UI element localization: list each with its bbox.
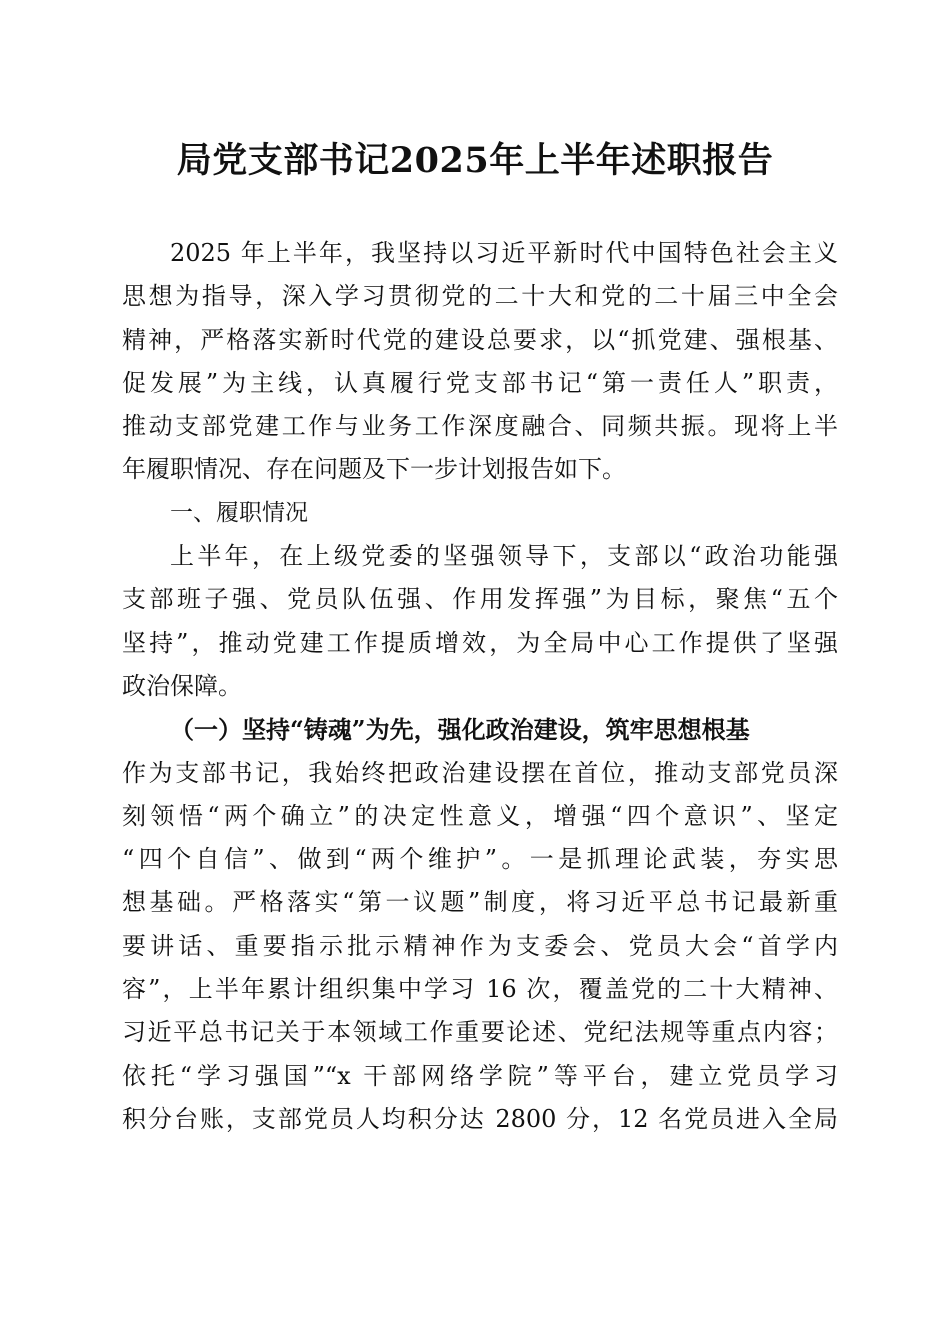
paragraph-line: 精神，严格落实新时代党的建设总要求，以“抓党建、强根基、 xyxy=(122,325,838,354)
section-heading: 一、履职情况 xyxy=(170,499,308,526)
paragraph-line: 要讲话、重要指示批示精神作为支委会、党员大会“首学内 xyxy=(122,931,838,960)
paragraph-line: 作为支部书记，我始终把政治建设摆在首位，推动支部党员深 xyxy=(122,758,838,787)
paragraph-line: 年履职情况、存在问题及下一步计划报告如下。 xyxy=(122,455,626,484)
document-body xyxy=(122,232,838,1141)
paragraph-line: 刻领悟“两个确立”的决定性意义，增强“四个意识”、坚定 xyxy=(122,801,838,830)
paragraph-line: “四个自信”、做到“两个维护”。一是抓理论武装，夯实思 xyxy=(122,845,838,874)
paragraph-line: 推动支部党建工作与业务工作深度融合、同频共振。现将上半 xyxy=(122,412,838,441)
subsection-heading: （一）坚持“铸魂”为先，强化政治建设，筑牢思想根基 xyxy=(170,715,750,745)
paragraph-line: 2025 年上半年，我坚持以习近平新时代中国特色社会主义 xyxy=(170,239,838,267)
paragraph-line: 想基础。严格落实“第一议题”制度，将习近平总书记最新重 xyxy=(122,888,838,917)
paragraph-line: 思想为指导，深入学习贯彻党的二十大和党的二十届三中全会 xyxy=(122,282,838,311)
paragraph-line: 坚持”，推动党建工作提质增效，为全局中心工作提供了坚强 xyxy=(122,628,838,657)
paragraph-line: 依托“学习强国”“x 干部网络学院”等平台，建立党员学习 xyxy=(122,1061,838,1090)
paragraph-line: 习近平总书记关于本领域工作重要论述、党纪法规等重点内容； xyxy=(122,1018,838,1047)
paragraph-line: 促发展”为主线，认真履行党支部书记“第一责任人”职责， xyxy=(122,368,838,397)
paragraph-line: 政治保障。 xyxy=(122,671,242,700)
paragraph-line: 积分台账，支部党员人均积分达 2800 分，12 名党员进入全局 xyxy=(122,1104,838,1133)
paragraph-line: 容”，上半年累计组织集中学习 16 次，覆盖党的二十大精神、 xyxy=(122,975,838,1004)
paragraph-line: 上半年，在上级党委的坚强领导下，支部以“政治功能强 xyxy=(170,542,838,571)
document-title: 局党支部书记2025年上半年述职报告 xyxy=(176,140,774,181)
paragraph-line: 支部班子强、党员队伍强、作用发挥强”为目标，聚焦“五个 xyxy=(122,585,838,614)
